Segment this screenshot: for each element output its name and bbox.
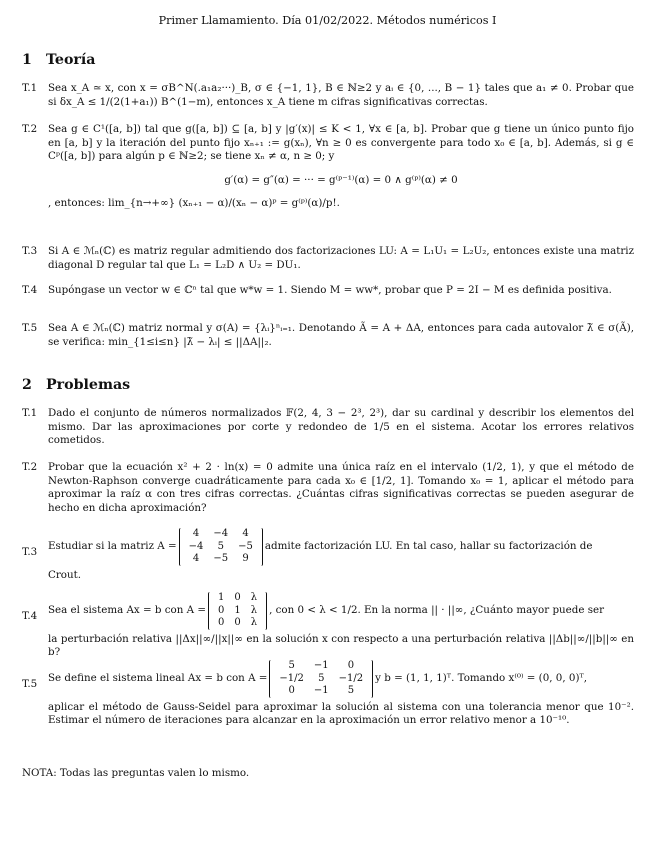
item-text-post: , con 0 < λ < 1/2. En la norma || · ||∞, ¿Cuánto mayor puede ser	[269, 603, 605, 616]
matrix-cell: −5	[238, 540, 253, 552]
item-text: Probar que la ecuación x² + 2 · ln(x) = 0 admite una única raíz en el intervalo (1/2, 1), y que el método de Newton-Raphson converge cuadráticamente para cada x₀ ∈ [1/2, 1]. Tomando x₀ = 1, aplicar el método para aproximar la raíz α con tres cifras correctas. ¿Cuántas cifras significativas correctas se pueden asegurar de hecho en dicha aproximación?	[48, 461, 634, 514]
item-label: T.3	[22, 546, 38, 558]
section-title: Teoría	[46, 52, 96, 68]
matrix-cell: 0	[234, 592, 241, 603]
matrix-cell: −1	[313, 685, 329, 696]
item-text: Sea x_A ≃ x, con x = σB^N(.a₁a₂···)_B, σ ∈ {−1, 1}, B ∈ ℕ≥2 y aᵢ ∈ {0, ..., B − 1} tales que a₁ ≠ 0. Probar que si δx_A ≤ 1/(2(1+a₁)) B^(1−m), entonces x_A tiene m cifras significativas correctas.	[48, 82, 634, 108]
matrix-cell: 0	[288, 685, 295, 696]
item-text-post: admite factorización LU. En tal caso, hallar su factorización de	[264, 539, 593, 552]
item-text: Si A ∈ ℳₙ(ℂ) es matriz regular admitiendo dos factorizaciones LU: A = L₁U₁ = L₂U₂, entonces existe una matriz diagonal D regular tal que L₁ = L₂D ∧ U₂ = DU₁.	[48, 245, 634, 271]
matrix-cell: 1	[217, 592, 225, 603]
section-number: 1	[22, 52, 32, 68]
exam-note: NOTA: Todas las preguntas valen lo mismo.	[22, 767, 250, 779]
item-formula: g′(α) = g″(α) = ··· = g⁽ᵖ⁻¹⁾(α) = 0 ∧ g⁽ᵖ⁾(α) ≠ 0	[224, 173, 458, 186]
item-text: Sea A ∈ ℳₙ(ℂ) matriz normal y σ(A) = {λᵢ}ⁿᵢ₌₁. Denotando Ã = A + ΔA, entonces para cada autovalor λ̃ ∈ σ(Ã), se verifica: min_{1≤i≤n} |λ̃ − λᵢ| ≤ ||ΔA||₂.	[48, 322, 634, 348]
teoria-item-2	[22, 123, 634, 211]
section-number: 2	[22, 377, 32, 393]
matrix-cell: 0	[234, 617, 241, 628]
item-label: T.4	[22, 610, 38, 622]
matrix-cell: −4	[188, 540, 204, 552]
teoria-item-5	[22, 322, 634, 349]
item-label: T.1	[22, 407, 38, 419]
matrix-cell: 5	[318, 672, 325, 684]
matrix-cell: −4	[213, 528, 229, 539]
matrix-cell: λ	[250, 617, 258, 628]
matrix-cell: −1/2	[338, 672, 364, 684]
problema-item-4	[22, 592, 634, 660]
problema-item-3	[22, 528, 634, 582]
matrix-cell: 9	[242, 553, 249, 564]
matrix-a	[179, 528, 263, 566]
item-label: T.2	[22, 123, 38, 135]
item-text-pre: Sea el sistema Ax = b con A =	[48, 603, 206, 616]
matrix-cell: 4	[242, 528, 249, 539]
section-title: Problemas	[46, 377, 131, 393]
matrix-cell: 0	[347, 660, 355, 671]
matrix-cell: 5	[217, 540, 224, 552]
item-label: T.5	[22, 678, 38, 690]
problema-item-5	[22, 660, 634, 728]
item-text: Supóngase un vector w ∈ ℂⁿ tal que w*w = 1. Siendo M = ww*, probar que P = 2I − M es definida positiva.	[48, 284, 612, 296]
item-text-tail: aplicar el método de Gauss-Seidel para aproximar la solución al sistema con una tolerancia menor que 10⁻². Estimar el número de iteraciones para alcanzar en la aproximación un error relativo menor a 10⁻¹⁰.	[48, 700, 634, 727]
matrix-cell: 0	[217, 617, 225, 628]
section-problemas-heading	[22, 377, 130, 393]
teoria-item-3	[22, 245, 634, 272]
item-text: Dado el conjunto de números normalizados 𝔽(2, 4, 3 − 2³, 2³), dar su cardinal y describir los elementos del mismo. Dar las aproximaciones por corte y redondeo de 1/5 en el sistema. Acotar los errores relativos cometidos.	[48, 407, 634, 447]
item-label: T.1	[22, 82, 38, 94]
item-label: T.4	[22, 284, 38, 296]
item-label: T.3	[22, 245, 38, 257]
item-text-pre: Estudiar si la matriz A =	[48, 539, 177, 552]
matrix-cell: −1	[313, 660, 329, 671]
section-teoria-heading	[22, 52, 95, 68]
problema-item-2	[22, 461, 634, 515]
matrix-cell: 4	[192, 528, 200, 539]
matrix-cell: −5	[213, 553, 229, 564]
matrix-cell: 4	[192, 553, 200, 564]
matrix-cell: 5	[347, 685, 355, 696]
item-conclusion: , entonces: lim_{n→+∞} (xₙ₊₁ − α)/(xₙ − α)ᵖ = g⁽ᵖ⁾(α)/p!.	[48, 197, 340, 210]
problema-item-1	[22, 407, 634, 448]
matrix-a	[208, 592, 267, 630]
item-text-pre: Se define el sistema lineal Ax = b con A =	[48, 671, 268, 684]
teoria-item-4	[22, 284, 634, 298]
item-text-post: y b = (1, 1, 1)ᵀ. Tomando x⁽⁰⁾ = (0, 0, 0)ᵀ,	[375, 671, 588, 684]
matrix-cell: λ	[250, 604, 258, 616]
matrix-a	[269, 660, 373, 698]
teoria-item-1	[22, 82, 634, 109]
matrix-cell: 5	[288, 660, 295, 671]
page-header: Primer Llamamiento. Día 01/02/2022. Métodos numéricos I	[158, 14, 497, 27]
item-text-tail: Crout.	[48, 568, 82, 581]
item-text: Sea g ∈ C¹([a, b]) tal que g([a, b]) ⊆ [a, b] y |g′(x)| ≤ K < 1, ∀x ∈ [a, b]. Probar que g tiene un único punto fijo en [a, b] y la iteración del punto fijo xₙ₊₁ := g(xₙ), ∀n ≥ 0 es convergente para todo x₀ ∈ [a, b]. Además, si g ∈ Cᵖ([a, b]) para algún p ∈ ℕ≥2; se tiene xₙ ≠ α, n ≥ 0; y	[48, 123, 634, 163]
item-label: T.2	[22, 461, 38, 473]
matrix-cell: 1	[234, 604, 241, 616]
item-text-tail: la perturbación relativa ||Δx||∞/||x||∞ en la solución x con respecto a una perturbación relativa ||Δb||∞/||b||∞ en b?	[48, 632, 634, 659]
item-label: T.5	[22, 322, 38, 334]
matrix-cell: 0	[217, 604, 225, 616]
matrix-cell: −1/2	[279, 672, 304, 684]
matrix-cell: λ	[250, 592, 258, 603]
